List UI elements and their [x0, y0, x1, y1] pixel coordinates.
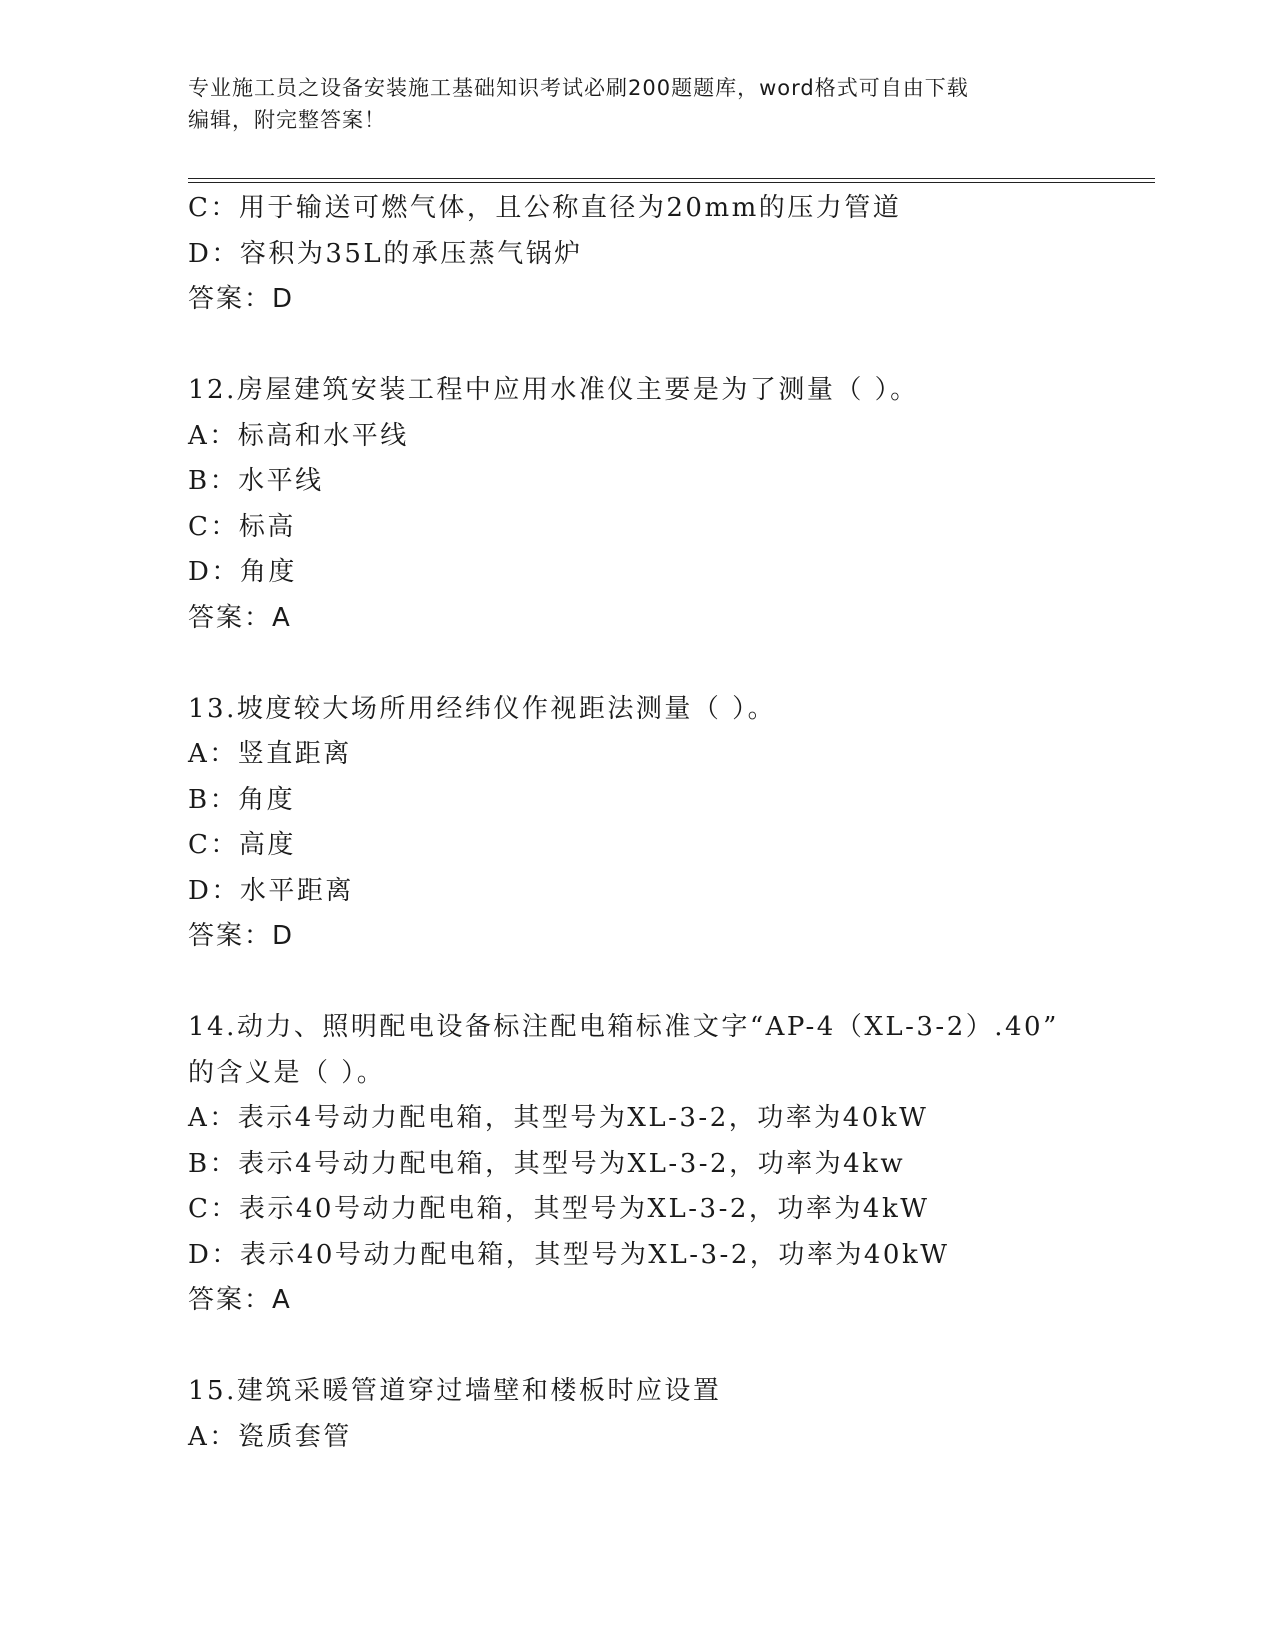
- question-stem: 12.房屋建筑安装工程中应用水准仪主要是为了测量（ ）。: [188, 375, 919, 405]
- option-c: C：高度: [188, 830, 296, 860]
- header-double-rule: [188, 178, 1155, 183]
- option-d: D：水平距离: [188, 875, 354, 906]
- question-stem: 15.建筑采暖管道穿过墙壁和楼板时应设置: [188, 1376, 722, 1406]
- question-15: [188, 1369, 1148, 1460]
- answer-line: 答案：A: [188, 602, 292, 633]
- question-stem: 13.坡度较大场所用经纬仪作视距法测量（ ）。: [188, 693, 777, 724]
- answer-line: 答案：A: [188, 1285, 292, 1315]
- question-11-continuation: [188, 186, 1148, 323]
- spacer: [188, 1324, 1148, 1370]
- option-a: A：竖直距离: [188, 739, 352, 769]
- option-a: A：标高和水平线: [188, 420, 409, 451]
- option-d: D：角度: [188, 557, 297, 587]
- document-body: [188, 186, 1148, 1460]
- answer-line: 答案：D: [188, 921, 295, 951]
- option-a: A：表示4号动力配电箱，其型号为XL-3-2，功率为40kW: [188, 1103, 929, 1133]
- document-header: [188, 72, 1068, 136]
- header-title-line-1: 专业施工员之设备安装施工基础知识考试必刷200题题库，word格式可自由下载: [188, 76, 969, 100]
- spacer: [188, 323, 1148, 369]
- option-d: D：容积为35L的承压蒸气锅炉: [188, 238, 583, 269]
- option-b: B：表示4号动力配电箱，其型号为XL-3-2，功率为4kw: [188, 1148, 906, 1179]
- question-12: [188, 368, 1148, 641]
- question-stem-line-1: 14.动力、照明配电设备标注配电箱标准文字“AP-4（XL-3-2）.40”: [188, 1012, 1059, 1042]
- option-a: A：瓷质套管: [188, 1421, 352, 1452]
- question-14: [188, 1005, 1148, 1324]
- option-b: B：角度: [188, 784, 296, 815]
- answer-line: 答案：D: [188, 284, 295, 314]
- question-13: [188, 687, 1148, 960]
- option-d: D：表示40号动力配电箱，其型号为XL-3-2，功率为40kW: [188, 1239, 950, 1270]
- question-stem-line-2: 的含义是（ ）。: [188, 1057, 386, 1088]
- option-c: C：标高: [188, 511, 296, 542]
- option-c: C：表示40号动力配电箱，其型号为XL-3-2，功率为4kW: [188, 1194, 930, 1224]
- option-c: C：用于输送可燃气体，且公称直径为20mm的压力管道: [188, 193, 902, 223]
- option-b: B：水平线: [188, 466, 324, 496]
- spacer: [188, 960, 1148, 1006]
- spacer: [188, 641, 1148, 687]
- header-title-line-2: 编辑，附完整答案！: [188, 108, 386, 132]
